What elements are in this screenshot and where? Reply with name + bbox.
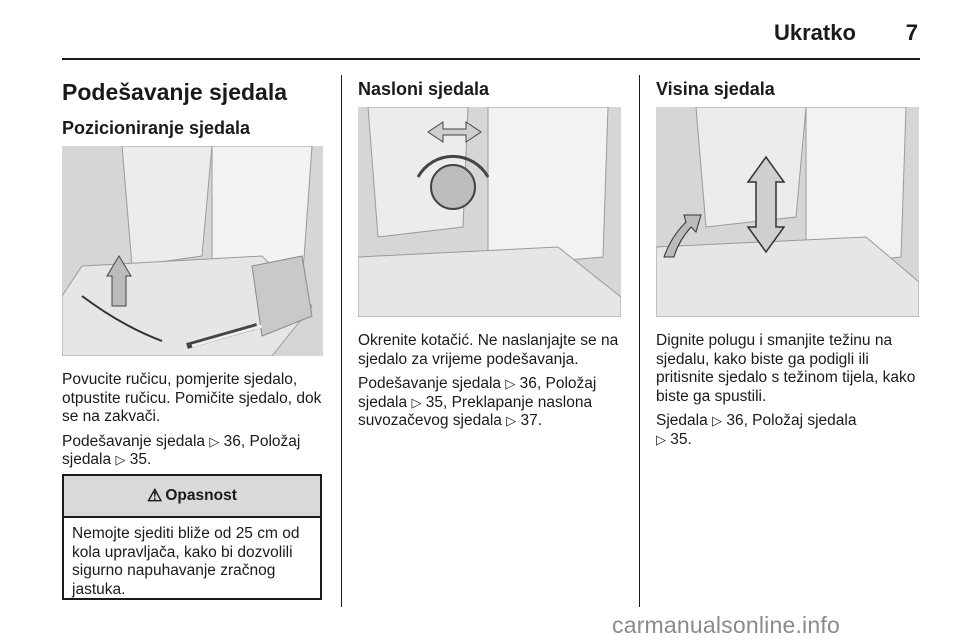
page-header <box>62 16 920 60</box>
page-number: 7 <box>905 20 918 45</box>
paragraph-instructions: Dignite polugu i smanjite težinu na sjedalu, kako biste ga podigli ili pritisnite sjedalo s težinom tijela, kako biste ga spustili. <box>656 332 916 405</box>
column-seat-positioning <box>62 72 326 141</box>
reference-arrow-icon: ▷ <box>209 433 220 449</box>
section-title: Ukratko <box>774 20 856 45</box>
reference-arrow-icon: ▷ <box>712 413 723 428</box>
reference-arrow-icon: ▷ <box>506 413 517 428</box>
header-rule <box>62 58 920 60</box>
warning-header <box>64 476 320 518</box>
watermark: carmanualsonline.info <box>612 612 840 638</box>
reference-arrow-icon: ▷ <box>505 376 516 391</box>
reference-arrow-icon: ▷ <box>656 431 666 447</box>
seat-height-illustration <box>656 107 919 317</box>
warning-box <box>62 474 322 600</box>
paragraph-instructions: Povucite ručicu, pomjerite sjedalo, otpustite ručicu. Pomičite sjedalo, dok se na zakvači. <box>62 371 322 425</box>
section-heading-height: Visina sjedala <box>656 79 775 99</box>
backrest-illustration <box>358 107 621 317</box>
subheading: Pozicioniranje sjedala <box>62 118 251 138</box>
column-seat-backrests <box>358 76 624 102</box>
column-2-text <box>358 332 624 431</box>
paragraph-references: Podešavanje sjedala ▷ 36, Položaj sjedala ▷ 35. <box>62 432 301 468</box>
column-3-text <box>656 332 922 449</box>
paragraph-instructions: Okrenite kotačić. Ne naslanjajte se na sjedalo za vrijeme podešavanja. <box>358 332 619 368</box>
column-divider-1 <box>341 75 342 607</box>
column-seat-height <box>656 76 922 102</box>
reference-arrow-icon: ▷ <box>411 394 422 410</box>
page-heading: Podešavanje sjedala <box>62 79 288 105</box>
paragraph-references: Sjedala ▷ 36, Položaj sjedala ▷ 35. <box>656 412 857 448</box>
paragraph-references: Podešavanje sjedala ▷ 36, Položaj sjedala ▷ 35, Preklapanje naslona suvozačevog sjedala ▷ 37. <box>358 375 597 429</box>
column-1-text <box>62 371 328 470</box>
section-heading-backrests: Nasloni sjedala <box>358 79 490 99</box>
column-divider-2 <box>639 75 640 607</box>
warning-triangle-icon: ⚠ <box>147 486 163 505</box>
reference-arrow-icon: ▷ <box>115 452 126 467</box>
warning-title: Opasnost <box>165 487 237 504</box>
seat-position-illustration <box>62 146 323 356</box>
warning-text: Nemojte sjediti bliže od 25 cm od kola upravljača, kako bi dozvolili sigurno napuhavanje zračnog jastuka. <box>72 525 300 598</box>
